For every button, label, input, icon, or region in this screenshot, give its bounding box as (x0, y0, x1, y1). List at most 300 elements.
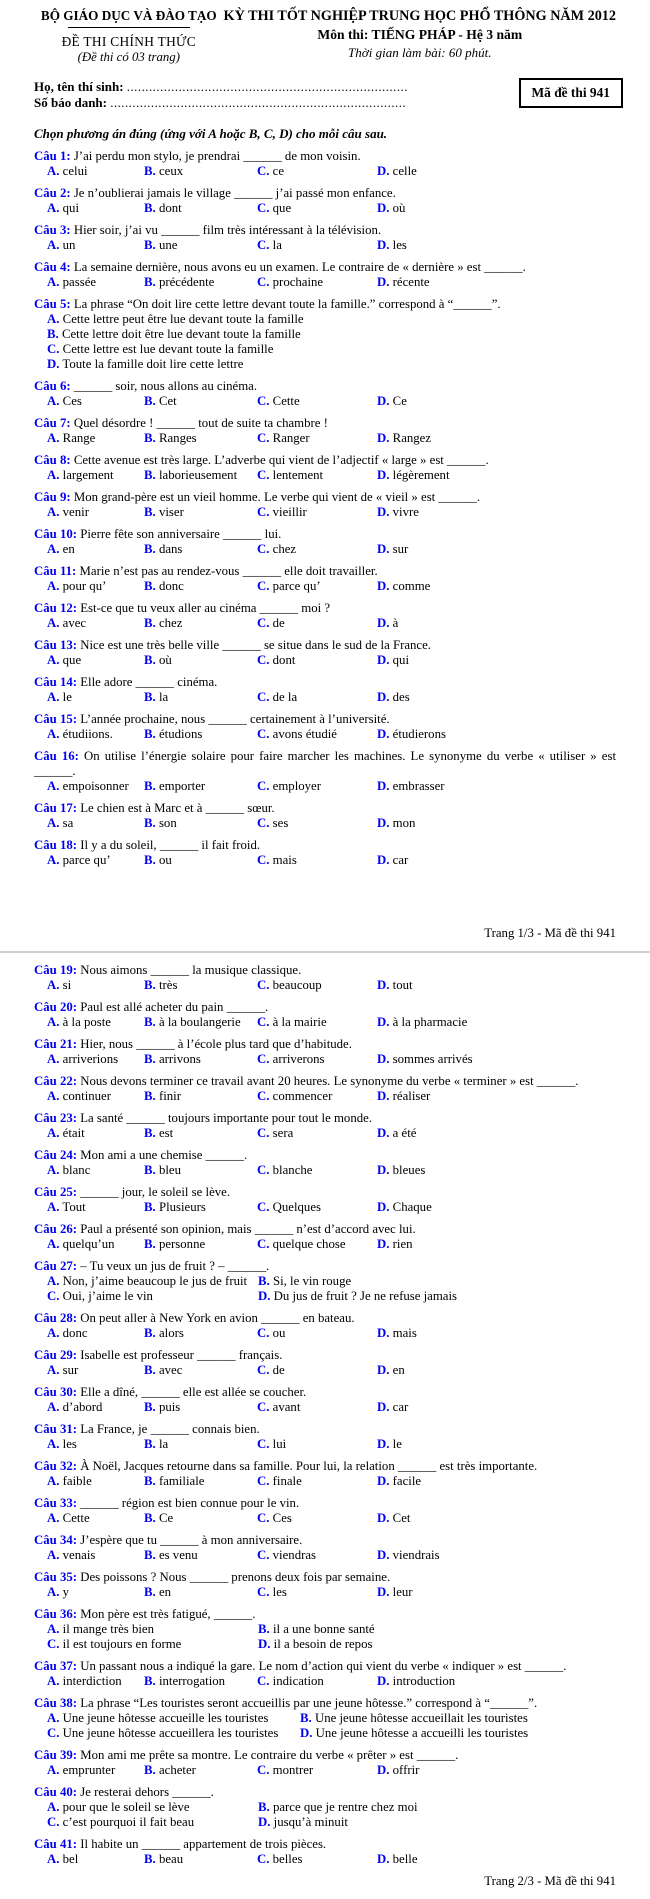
question-text: J’ai perdu mon stylo, je prendrai ______ de mon voisin. (73, 149, 361, 163)
question-number: Câu 27: (34, 1259, 78, 1273)
question-text: Paul est allé acheter du pain ______. (80, 1000, 269, 1014)
option-A (47, 275, 144, 290)
option-text: comme (392, 579, 431, 593)
option-text: beaucoup (272, 978, 322, 992)
question-number: Câu 17: (34, 801, 78, 815)
option-D (377, 275, 616, 290)
question-4 (34, 260, 616, 290)
option-A (47, 431, 144, 446)
question-text: Mon ami a une chemise ______. (80, 1148, 248, 1162)
option-letter: C. (257, 1852, 270, 1866)
question-number: Câu 34: (34, 1533, 78, 1547)
option-text: la (158, 1437, 169, 1451)
option-text: il mange très bien (62, 1622, 154, 1636)
option-D (377, 1237, 616, 1252)
option-B (144, 816, 257, 831)
question-6 (34, 379, 616, 409)
option-letter: C. (257, 690, 270, 704)
option-text: de la (272, 690, 298, 704)
option-A (47, 1126, 144, 1141)
option-text: bleues (392, 1163, 426, 1177)
option-letter: A. (47, 853, 60, 867)
option-B (144, 1511, 257, 1526)
option-letter: B. (144, 727, 156, 741)
question-20 (34, 1000, 616, 1030)
option-text: à la poste (62, 1015, 111, 1029)
option-C (257, 238, 377, 253)
options-row (34, 1089, 616, 1104)
question-9 (34, 490, 616, 520)
option-D (377, 1674, 616, 1689)
option-B (144, 1363, 257, 1378)
question-number: Câu 3: (34, 223, 71, 237)
question-41 (34, 1837, 616, 1867)
option-B (144, 1474, 257, 1489)
option-letter: C. (257, 1363, 270, 1377)
option-text: Cet (392, 1511, 411, 1525)
option-letter: A. (47, 1363, 60, 1377)
option-letter: A. (47, 394, 60, 408)
options-row (34, 1237, 616, 1252)
option-letter: C. (257, 1200, 270, 1214)
option-text: car (392, 853, 409, 867)
question-number: Câu 28: (34, 1311, 78, 1325)
option-C (257, 779, 377, 794)
option-D (377, 394, 616, 409)
option-text: la (158, 690, 169, 704)
option-D (377, 468, 616, 483)
option-text: celui (62, 164, 88, 178)
option-letter: C. (257, 1089, 270, 1103)
option-A (47, 616, 144, 631)
option-C (257, 690, 377, 705)
option-text: quelqu’un (62, 1237, 115, 1251)
question-text: La semaine dernière, nous avons eu un examen. Le contraire de « dernière » est ______. (73, 260, 526, 274)
option-A (47, 201, 144, 216)
option-letter: A. (47, 468, 60, 482)
question-text: – Tu veux un jus de fruit ? – ______. (80, 1259, 270, 1273)
options-row (34, 1474, 616, 1489)
option-text: chez (158, 616, 183, 630)
question-number: Câu 39: (34, 1748, 78, 1762)
option-text: viendras (272, 1548, 317, 1562)
option-letter: A. (47, 1274, 60, 1288)
option-letter: D. (377, 1852, 390, 1866)
option-letter: C. (257, 779, 270, 793)
option-letter: B. (144, 853, 156, 867)
options-row (34, 468, 616, 483)
option-letter: B. (144, 1511, 156, 1525)
question-number: Câu 14: (34, 675, 78, 689)
question-31 (34, 1422, 616, 1452)
option-C (257, 1437, 377, 1452)
option-letter: B. (144, 1163, 156, 1177)
option-text: il est toujours en forme (62, 1637, 182, 1651)
option-text: d’abord (62, 1400, 103, 1414)
option-text: étudiions. (62, 727, 113, 741)
option-letter: C. (257, 275, 270, 289)
option-A (47, 1326, 144, 1341)
option-text: à (392, 616, 399, 630)
option-B (144, 1089, 257, 1104)
option-text: Ranger (272, 431, 310, 445)
question-12 (34, 601, 616, 631)
question-text: L’année prochaine, nous ______ certainement à l’université. (80, 712, 390, 726)
option-C (257, 1511, 377, 1526)
question-number: Câu 9: (34, 490, 71, 504)
option-A (47, 779, 144, 794)
question-text: J’espère que tu ______ à mon anniversaire. (80, 1533, 303, 1547)
option-C (257, 853, 377, 868)
option-C (257, 275, 377, 290)
option-letter: A. (47, 1400, 60, 1414)
option-text: récente (392, 275, 430, 289)
option-C (257, 1052, 377, 1067)
option-C (257, 394, 377, 409)
question-40 (34, 1785, 616, 1830)
option-text: Plusieurs (158, 1200, 206, 1214)
questions-page-1 (34, 149, 616, 875)
option-letter: A. (47, 1237, 60, 1251)
option-A (47, 468, 144, 483)
option-C (257, 1089, 377, 1104)
option-C (47, 1289, 258, 1304)
option-text: interdiction (62, 1674, 122, 1688)
option-text: belles (272, 1852, 303, 1866)
option-letter: B. (300, 1711, 312, 1725)
option-B (144, 853, 257, 868)
option-letter: A. (47, 1326, 60, 1340)
question-text: À Noël, Jacques retourne dans sa famille. Pour lui, la relation ______ est très importante. (80, 1459, 538, 1473)
option-A (47, 1052, 144, 1067)
question-number: Câu 7: (34, 416, 71, 430)
options-row (34, 816, 616, 831)
option-letter: C. (47, 342, 60, 356)
option-text: en (392, 1363, 405, 1377)
option-A (47, 1800, 258, 1815)
option-C (257, 542, 377, 557)
option-text: indication (272, 1674, 324, 1688)
question-text: Isabelle est professeur ______ français. (80, 1348, 283, 1362)
question-number: Câu 38: (34, 1696, 78, 1710)
option-letter: A. (47, 779, 60, 793)
option-B (258, 1622, 616, 1637)
question-text: Quel désordre ! ______ tout de suite ta chambre ! (73, 416, 328, 430)
option-letter: C. (47, 1289, 60, 1303)
option-text: Oui, j’aime le vin (62, 1289, 153, 1303)
option-letter: D. (377, 394, 390, 408)
option-text: dont (272, 653, 296, 667)
option-text: interrogation (158, 1674, 226, 1688)
option-letter: D. (377, 1200, 390, 1214)
option-D (377, 1437, 616, 1452)
option-text: celle (392, 164, 417, 178)
option-letter: C. (257, 431, 270, 445)
option-text: à la mairie (272, 1015, 327, 1029)
option-D (377, 1126, 616, 1141)
option-text: Toute la famille doit lire cette lettre (62, 357, 244, 371)
question-text: Nous devons terminer ce travail avant 20 heures. Le synonyme du verbe « terminer » est ______. (80, 1074, 579, 1088)
option-letter: B. (144, 1089, 156, 1103)
option-D (377, 1015, 616, 1030)
option-letter: B. (144, 1400, 156, 1414)
option-C (257, 1763, 377, 1778)
option-text: emporter (158, 779, 206, 793)
option-text: Une jeune hôtesse accueillera les touristes (62, 1726, 279, 1740)
option-B (47, 327, 616, 342)
option-text: que (62, 653, 82, 667)
question-39 (34, 1748, 616, 1778)
question-number: Câu 22: (34, 1074, 78, 1088)
question-number: Câu 18: (34, 838, 78, 852)
option-text: beau (158, 1852, 184, 1866)
option-text: où (392, 201, 406, 215)
student-id-label: Số báo danh: (34, 95, 107, 110)
option-A (47, 164, 144, 179)
option-D (377, 431, 616, 446)
option-letter: D. (377, 779, 390, 793)
option-text: pour que le soleil se lève (62, 1800, 190, 1814)
option-text: une (158, 238, 178, 252)
option-D (377, 616, 616, 631)
option-text: mais (392, 1326, 417, 1340)
options-row (34, 1400, 616, 1415)
option-letter: D. (377, 505, 390, 519)
option-text: bel (62, 1852, 79, 1866)
option-text: puis (158, 1400, 181, 1414)
option-D (377, 238, 616, 253)
option-letter: D. (377, 653, 390, 667)
question-text: La phrase “Les touristes seront accueillis par une jeune hôtesse.” correspond à “______”. (80, 1696, 538, 1710)
option-letter: B. (144, 653, 156, 667)
option-text: viser (158, 505, 184, 519)
question-number: Câu 24: (34, 1148, 78, 1162)
option-letter: B. (144, 164, 156, 178)
option-letter: A. (47, 542, 60, 556)
options-row (34, 1511, 616, 1526)
question-number: Câu 6: (34, 379, 71, 393)
option-letter: B. (47, 327, 59, 341)
question-number: Câu 31: (34, 1422, 78, 1436)
ministry-name: BỘ GIÁO DỤC VÀ ĐÀO TẠO (40, 8, 217, 23)
question-16 (34, 749, 616, 794)
option-C (257, 1474, 377, 1489)
option-D (377, 1326, 616, 1341)
question-text: Cette avenue est très large. L’adverbe qui vient de l’adjectif « large » est ______. (73, 453, 489, 467)
option-letter: D. (377, 1437, 390, 1451)
option-letter: B. (144, 1363, 156, 1377)
option-C (257, 1326, 377, 1341)
option-text: facile (392, 1474, 422, 1488)
options-row (34, 394, 616, 409)
option-text: pour qu’ (62, 579, 107, 593)
options-row (34, 978, 616, 993)
question-number: Câu 21: (34, 1037, 78, 1051)
option-C (47, 1815, 258, 1830)
header-left-block (34, 8, 224, 65)
option-text: de (272, 1363, 285, 1377)
option-letter: D. (377, 816, 390, 830)
question-38 (34, 1696, 616, 1741)
option-text: réaliser (392, 1089, 431, 1103)
option-letter: D. (377, 431, 390, 445)
question-text: Nice est une très belle ville ______ se situe dans le sud de la France. (80, 638, 431, 652)
question-number: Câu 33: (34, 1496, 78, 1510)
question-28 (34, 1311, 616, 1341)
question-number: Câu 26: (34, 1222, 78, 1236)
option-B (144, 1674, 257, 1689)
option-A (47, 1200, 144, 1215)
option-C (47, 1637, 258, 1652)
question-36 (34, 1607, 616, 1652)
option-C (257, 1163, 377, 1178)
option-C (257, 1126, 377, 1141)
option-text: que (272, 201, 292, 215)
option-text: embrasser (392, 779, 445, 793)
option-text: sa (62, 816, 74, 830)
option-text: arriverons (272, 1052, 325, 1066)
option-letter: C. (257, 1163, 270, 1177)
option-text: Si, le vin rouge (272, 1274, 352, 1288)
option-text: Ces (62, 394, 82, 408)
question-text: Un passant nous a indiqué la gare. Le nom d’action qui vient du verbe « indiquer » est ______. (80, 1659, 567, 1673)
option-letter: C. (257, 579, 270, 593)
option-letter: A. (47, 1585, 60, 1599)
question-number: Câu 40: (34, 1785, 78, 1799)
question-26 (34, 1222, 616, 1252)
option-text: venir (62, 505, 89, 519)
option-letter: D. (377, 1511, 390, 1525)
option-letter: D. (377, 164, 390, 178)
options-row (34, 1711, 616, 1741)
option-text: Du jus de fruit ? Je ne refuse jamais (273, 1289, 458, 1303)
option-letter: A. (47, 164, 60, 178)
option-letter: D. (377, 1548, 390, 1562)
options-row (34, 1200, 616, 1215)
options-row (34, 1052, 616, 1067)
option-letter: D. (377, 468, 390, 482)
option-text: étudierons (392, 727, 446, 741)
option-letter: B. (144, 978, 156, 992)
option-letter: C. (257, 1237, 270, 1251)
option-B (144, 1326, 257, 1341)
option-text: était (62, 1126, 85, 1140)
option-text: lentement (272, 468, 324, 482)
option-B (144, 1585, 257, 1600)
question-22 (34, 1074, 616, 1104)
option-B (144, 690, 257, 705)
option-letter: B. (144, 1326, 156, 1340)
question-text: Mon père est très fatigué, ______. (80, 1607, 256, 1621)
option-text: ou (272, 1326, 286, 1340)
question-text: Est-ce que tu veux aller au cinéma ______ moi ? (80, 601, 331, 615)
question-34 (34, 1533, 616, 1563)
options-row (34, 727, 616, 742)
options-row (34, 1126, 616, 1141)
option-B (144, 394, 257, 409)
option-text: donc (158, 579, 184, 593)
student-name-dotted-line: ............................................................................ (126, 80, 408, 94)
option-C (257, 431, 377, 446)
option-letter: D. (377, 1674, 390, 1688)
option-text: ceux (158, 164, 184, 178)
question-number: Câu 1: (34, 149, 71, 163)
option-text: rien (392, 1237, 413, 1251)
option-text: tout (392, 978, 413, 992)
options-row (34, 579, 616, 594)
option-B (144, 727, 257, 742)
option-letter: D. (377, 1585, 390, 1599)
question-number: Câu 5: (34, 297, 71, 311)
option-D (258, 1289, 616, 1304)
option-text: il a besoin de repos (273, 1637, 373, 1651)
option-text: blanc (62, 1163, 91, 1177)
question-number: Câu 41: (34, 1837, 78, 1851)
option-text: passée (62, 275, 97, 289)
official-exam-label: ĐỀ THI CHÍNH THỨC (61, 34, 196, 49)
option-text: montrer (272, 1763, 314, 1777)
option-letter: C. (257, 1052, 270, 1066)
option-A (47, 1163, 144, 1178)
option-text: son (158, 816, 177, 830)
option-D (377, 542, 616, 557)
option-text: emprunter (62, 1763, 116, 1777)
option-letter: A. (47, 238, 60, 252)
option-C (47, 342, 616, 357)
question-number: Câu 10: (34, 527, 78, 541)
question-23 (34, 1111, 616, 1141)
option-A (47, 816, 144, 831)
option-text: Ce (158, 1511, 174, 1525)
option-text: avec (158, 1363, 183, 1377)
question-number: Câu 20: (34, 1000, 78, 1014)
option-letter: C. (257, 1126, 270, 1140)
question-text: Elle adore ______ cinéma. (80, 675, 218, 689)
option-letter: D. (47, 357, 60, 371)
option-text: Quelques (272, 1200, 321, 1214)
option-D (377, 1089, 616, 1104)
option-text: sur (392, 542, 409, 556)
option-A (47, 312, 616, 327)
page-2-footer: Trang 2/3 - Mã đề thi 941 (484, 1874, 616, 1888)
option-D (377, 816, 616, 831)
option-letter: D. (377, 1326, 390, 1340)
option-B (144, 978, 257, 993)
exam-title: KỲ THI TỐT NGHIỆP TRUNG HỌC PHỔ THÔNG NĂM 2012 (223, 8, 616, 24)
option-D (377, 164, 616, 179)
option-text: avant (272, 1400, 301, 1414)
option-text: Cette (272, 394, 300, 408)
question-number: Câu 4: (34, 260, 71, 274)
option-A (47, 727, 144, 742)
option-D (377, 1548, 616, 1563)
option-text: lui (272, 1437, 287, 1451)
option-A (47, 579, 144, 594)
question-number: Câu 30: (34, 1385, 78, 1399)
option-A (47, 1363, 144, 1378)
option-B (144, 238, 257, 253)
option-text: largement (62, 468, 114, 482)
option-A (47, 1585, 144, 1600)
option-D (377, 1474, 616, 1489)
option-D (377, 1511, 616, 1526)
options-row (34, 1274, 616, 1304)
option-letter: A. (47, 1622, 60, 1636)
question-32 (34, 1459, 616, 1489)
option-A (47, 978, 144, 993)
option-D (377, 505, 616, 520)
options-row (34, 1763, 616, 1778)
